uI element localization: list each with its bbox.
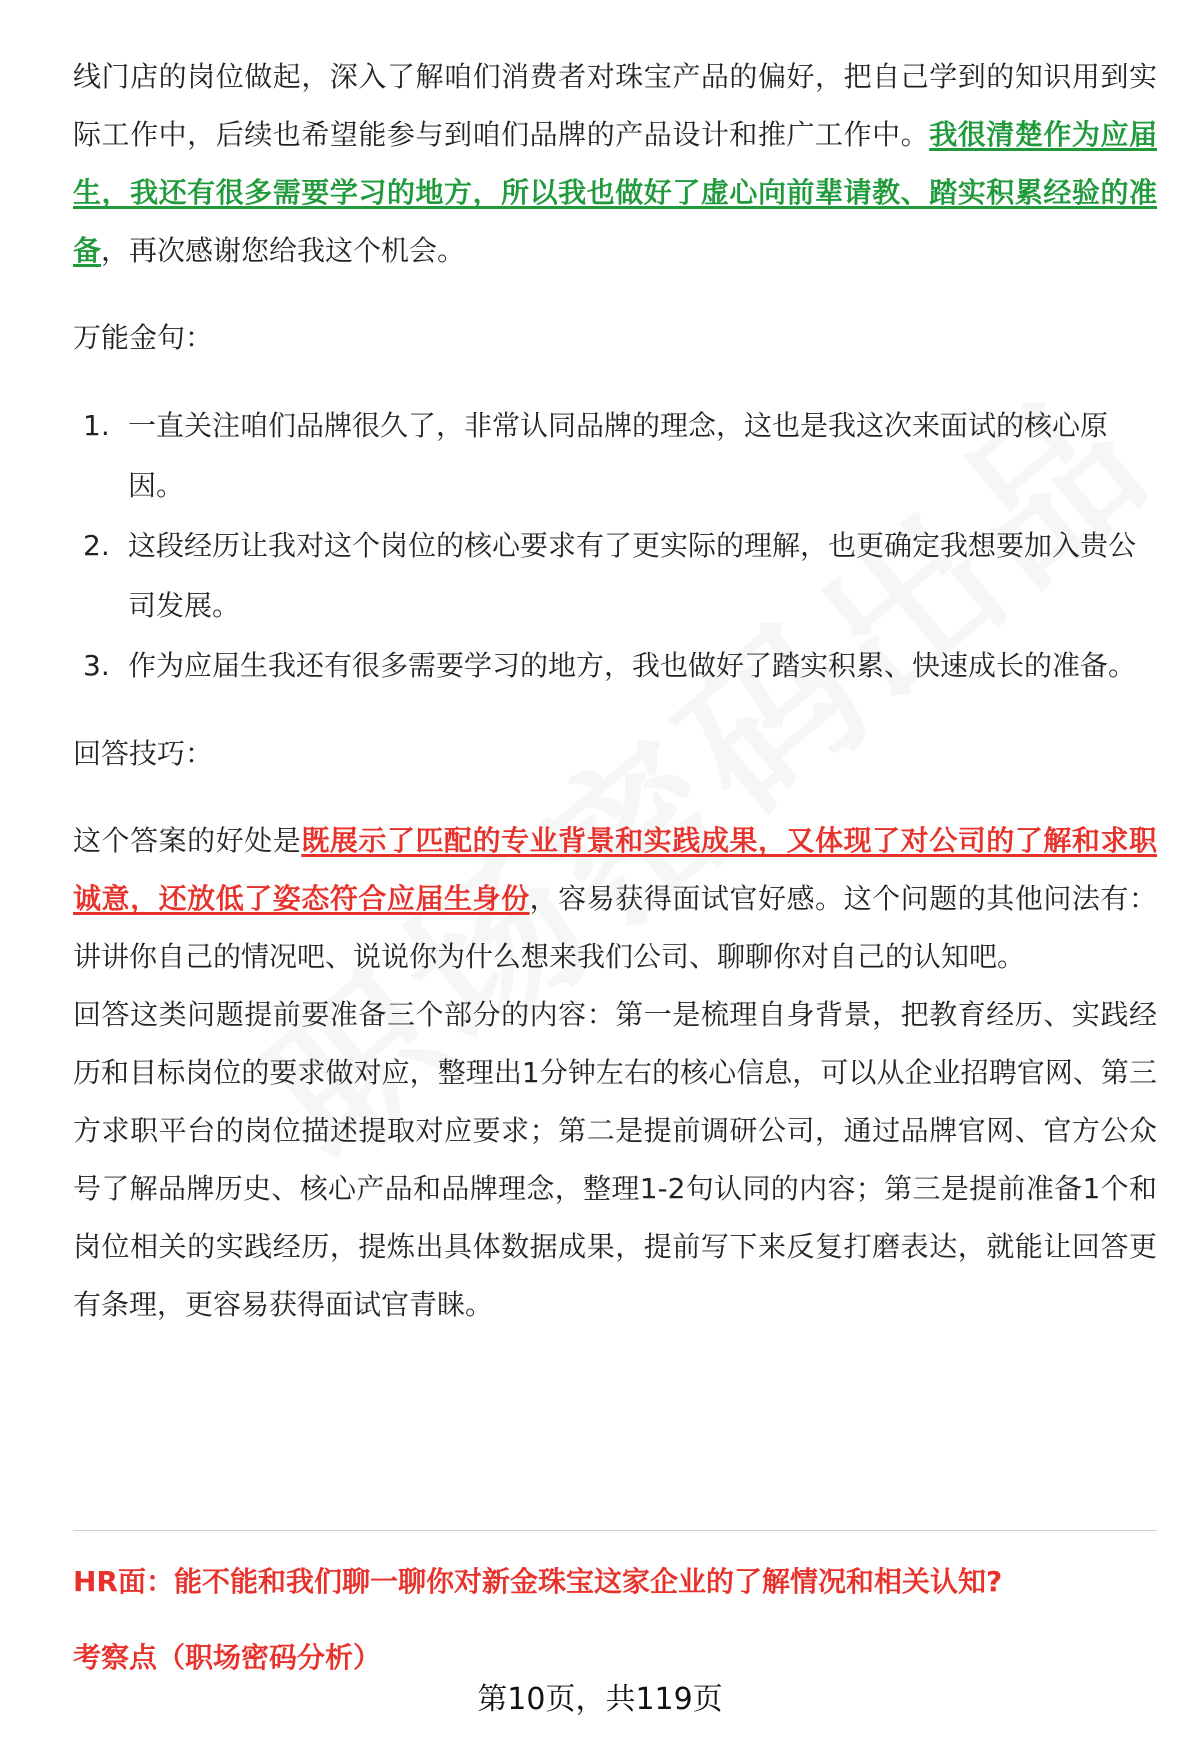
page-number: 第10页，共119页 (477, 1682, 723, 1717)
intro-tail: ，再次感谢您给我这个机会。 (101, 234, 466, 267)
intro-paragraph (73, 48, 1157, 280)
document-body (73, 48, 1157, 1334)
intro-text: 线门店的岗位做起，深入了解咱们消费者对珠宝产品的偏好，把自己学到的知识用到实际工作中，后续也希望能参与到咱们品牌的产品设计和推广工作中。 (73, 60, 1157, 151)
tips-highlight: 既展示了匹配的专业背景和实践成果，又体现了对公司的了解和求职诚意，还放低了姿态符合应届生身份 (73, 824, 1157, 915)
answer-tips-heading: 回答技巧： (73, 737, 214, 770)
tips-paragraph-2: 回答这类问题提前要准备三个部分的内容：第一是梳理自身背景，把教育经历、实践经历和目标岗位的要求做对应，整理出1分钟左右的核心信息，可以从企业招聘官网、第三方求职平台的岗位描述提取对应要求；第二是提前调研公司，通过品牌官网、官方公众号了解品牌历史、核心产品和品牌理念，整理1-2句认同的内容；第三是提前准备1个和岗位相关的实践经历，提炼出具体数据成果，提前写下来反复打磨表达，就能让回答更有条理，更容易获得面试官青睐。 (73, 998, 1157, 1321)
list-item (73, 396, 1157, 516)
section-divider (73, 1530, 1157, 1531)
list-item (73, 516, 1157, 636)
list-item-text: 这段经历让我对这个岗位的核心要求有了更实际的理解，也更确定我想要加入贵公司发展。 (128, 529, 1137, 622)
list-item-number: 3. (83, 649, 110, 682)
tips-paragraph-1 (73, 812, 1157, 986)
list-item-text: 一直关注咱们品牌很久了，非常认同品牌的理念，这也是我这次来面试的核心原因。 (128, 409, 1109, 502)
intro-highlight: 我很清楚作为应届生，我还有很多需要学习的地方，所以我也做好了虚心向前辈请教、踏实积累经验的准备 (73, 118, 1157, 267)
exam-point-heading: 考察点（职场密码分析） (73, 1641, 382, 1674)
tips-suffix: ，容易获得面试官好感。这个问题的其他问法有：讲讲你自己的情况吧、说说你为什么想来我们公司、聊聊你对自己的认知吧。 (73, 882, 1157, 973)
list-item-number: 2. (83, 529, 110, 562)
tips-prefix: 这个答案的好处是 (73, 824, 302, 857)
golden-sentences-heading: 万能金句： (73, 321, 214, 354)
list-item (73, 636, 1157, 696)
list-item-number: 1. (83, 409, 110, 442)
list-item-text: 作为应届生我还有很多需要学习的地方，我也做好了踏实积累、快速成长的准备。 (128, 649, 1137, 682)
hr-question-heading: HR面：能不能和我们聊一聊你对新金珠宝这家企业的了解情况和相关认知? (73, 1565, 1003, 1598)
golden-sentences-list (73, 396, 1157, 696)
